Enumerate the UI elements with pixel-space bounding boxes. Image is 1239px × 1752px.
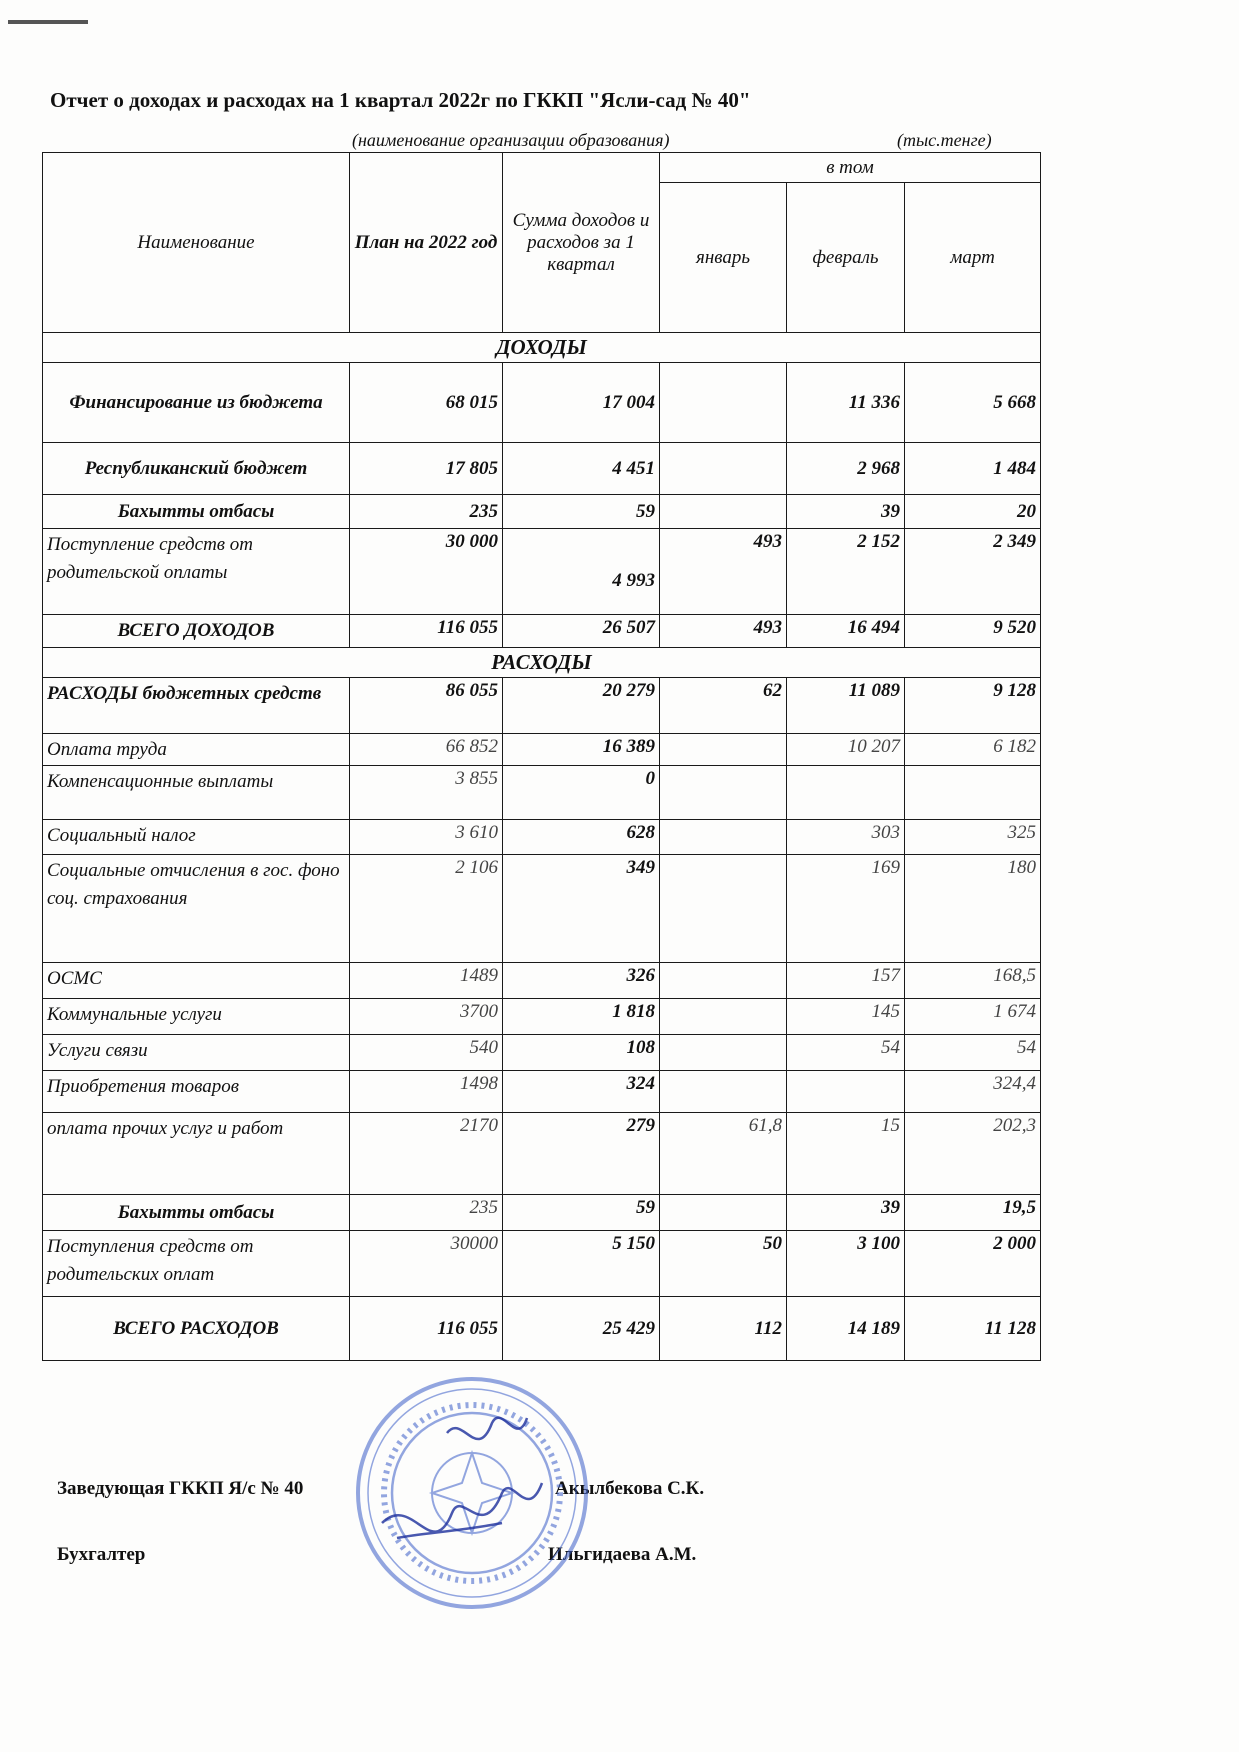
header-plan: План на 2022 год — [350, 153, 503, 333]
expense-row-jan — [660, 1035, 787, 1071]
expense-row-feb: 15 — [787, 1113, 905, 1195]
expense-row-sum: 1 818 — [503, 999, 660, 1035]
expense-row-plan: 66 852 — [350, 733, 503, 766]
income-row-mar: 2 349 — [905, 529, 1041, 615]
org-caption: (наименование организации образования) — [352, 130, 670, 150]
official-stamp-seal — [352, 1373, 592, 1613]
income-total-name: ВСЕГО ДОХОДОВ — [43, 615, 350, 648]
income-row-feb: 2 152 — [787, 529, 905, 615]
header-feb: февраль — [787, 183, 905, 333]
expense-row-name: Социальные отчисления в гос. фоно соц. страхования — [43, 855, 350, 963]
expense-rows — [43, 677, 1041, 1297]
income-row-sum: 17 004 — [503, 363, 660, 443]
income-row-feb: 2 968 — [787, 443, 905, 495]
unit-caption: (тыс.тенге) — [897, 130, 992, 150]
expense-row-mar — [905, 766, 1041, 820]
income-total-plan: 116 055 — [350, 615, 503, 648]
expense-row-name: ОСМС — [43, 963, 350, 999]
expense-row-feb: 169 — [787, 855, 905, 963]
income-row-sum: 4 993 — [503, 529, 660, 615]
expense-row-mar: 202,3 — [905, 1113, 1041, 1195]
income-row-mar: 1 484 — [905, 443, 1041, 495]
expense-row-mar: 1 674 — [905, 999, 1041, 1035]
expense-row-name: Бахытты отбасы — [43, 1195, 350, 1231]
expense-row-feb — [787, 1071, 905, 1113]
expense-row-plan: 2170 — [350, 1113, 503, 1195]
scan-edge-mark — [8, 20, 88, 24]
expense-row-feb: 54 — [787, 1035, 905, 1071]
expense-row-name: Приобретения товаров — [43, 1071, 350, 1113]
expense-row-sum: 16 389 — [503, 733, 660, 766]
expense-row-plan: 235 — [350, 1195, 503, 1231]
income-total-jan: 493 — [660, 615, 787, 648]
income-row-mar: 5 668 — [905, 363, 1041, 443]
expense-row-sum: 108 — [503, 1035, 660, 1071]
expense-row-feb: 10 207 — [787, 733, 905, 766]
expense-total-feb: 14 189 — [787, 1297, 905, 1361]
expense-row-sum: 59 — [503, 1195, 660, 1231]
income-row-name: Поступление средств от родительской оплаты — [43, 529, 350, 615]
income-row — [43, 363, 1041, 443]
income-row-feb: 39 — [787, 495, 905, 529]
expense-total-name: ВСЕГО РАСХОДОВ — [43, 1297, 350, 1361]
expense-total-jan: 112 — [660, 1297, 787, 1361]
expense-section-title: РАСХОДЫ — [43, 647, 1041, 677]
income-section-title: ДОХОДЫ — [43, 333, 1041, 363]
expense-row-feb: 303 — [787, 820, 905, 855]
income-rows — [43, 363, 1041, 615]
expense-row-name: Компенсационные выплаты — [43, 766, 350, 820]
income-row-mar: 20 — [905, 495, 1041, 529]
income-row — [43, 495, 1041, 529]
income-row-sum: 59 — [503, 495, 660, 529]
income-row-name: Финансирование из бюджета — [43, 363, 350, 443]
expense-row-mar: 6 182 — [905, 733, 1041, 766]
expense-row-sum: 628 — [503, 820, 660, 855]
expense-row-name: Коммунальные услуги — [43, 999, 350, 1035]
expense-row-feb: 157 — [787, 963, 905, 999]
expense-row-mar: 325 — [905, 820, 1041, 855]
expense-row-name: Поступления средств от родительских оплат — [43, 1231, 350, 1297]
expense-row-jan — [660, 855, 787, 963]
accountant-title: Бухгалтер — [57, 1544, 146, 1565]
header-row — [43, 153, 1041, 183]
income-total-sum: 26 507 — [503, 615, 660, 648]
header-mar: март — [905, 183, 1041, 333]
header-group: в том — [660, 153, 1041, 183]
expense-row — [43, 1231, 1041, 1297]
expense-row-plan: 86 055 — [350, 677, 503, 733]
expense-row-sum: 324 — [503, 1071, 660, 1113]
income-section-row — [43, 333, 1041, 363]
income-row-plan: 30 000 — [350, 529, 503, 615]
expense-total-mar: 11 128 — [905, 1297, 1041, 1361]
expense-row-plan: 1489 — [350, 963, 503, 999]
income-row-name: Республиканский бюджет — [43, 443, 350, 495]
accountant-name: Ильгидаева А.М. — [548, 1544, 697, 1565]
header-sum: Сумма доходов и расходов за 1 квартал — [503, 153, 660, 333]
expense-row-mar: 2 000 — [905, 1231, 1041, 1297]
expense-row — [43, 820, 1041, 855]
expense-row-sum: 0 — [503, 766, 660, 820]
expense-row-plan: 3 610 — [350, 820, 503, 855]
expense-row-sum: 5 150 — [503, 1231, 660, 1297]
expense-row-feb: 39 — [787, 1195, 905, 1231]
income-row-plan: 68 015 — [350, 363, 503, 443]
expense-row-mar: 19,5 — [905, 1195, 1041, 1231]
income-row-plan: 17 805 — [350, 443, 503, 495]
expense-row-plan: 3 855 — [350, 766, 503, 820]
expense-row-jan — [660, 766, 787, 820]
expense-total-plan: 116 055 — [350, 1297, 503, 1361]
expense-row-feb: 3 100 — [787, 1231, 905, 1297]
expense-row-name: РАСХОДЫ бюджетных средств — [43, 677, 350, 733]
income-row-name: Бахытты отбасы — [43, 495, 350, 529]
income-row-feb: 11 336 — [787, 363, 905, 443]
income-row-jan: 493 — [660, 529, 787, 615]
expense-row-jan — [660, 999, 787, 1035]
expense-row-plan: 3700 — [350, 999, 503, 1035]
expense-row-jan — [660, 963, 787, 999]
expense-row — [43, 963, 1041, 999]
expense-row — [43, 999, 1041, 1035]
header-name: Наименование — [43, 153, 350, 333]
expense-row-jan — [660, 1195, 787, 1231]
expense-row-sum: 326 — [503, 963, 660, 999]
expense-row-jan: 61,8 — [660, 1113, 787, 1195]
expense-row-plan: 30000 — [350, 1231, 503, 1297]
expense-row-sum: 349 — [503, 855, 660, 963]
expense-row — [43, 766, 1041, 820]
report-title: Отчет о доходах и расходах на 1 квартал 2022г по ГККП "Ясли-сад № 40" — [50, 88, 751, 112]
income-row-jan — [660, 363, 787, 443]
income-total-mar: 9 520 — [905, 615, 1041, 648]
expense-row-feb: 145 — [787, 999, 905, 1035]
expense-row — [43, 733, 1041, 766]
expense-total-row — [43, 1297, 1041, 1361]
expense-row-plan: 540 — [350, 1035, 503, 1071]
expense-row-mar: 324,4 — [905, 1071, 1041, 1113]
expense-row — [43, 1113, 1041, 1195]
expense-row-mar: 54 — [905, 1035, 1041, 1071]
expense-row — [43, 1035, 1041, 1071]
header-jan: январь — [660, 183, 787, 333]
expense-total-sum: 25 429 — [503, 1297, 660, 1361]
expense-row-sum: 20 279 — [503, 677, 660, 733]
income-row-jan — [660, 495, 787, 529]
expense-row-jan: 62 — [660, 677, 787, 733]
expense-row-plan: 2 106 — [350, 855, 503, 963]
expense-row-sum: 279 — [503, 1113, 660, 1195]
expense-row-mar: 9 128 — [905, 677, 1041, 733]
income-row — [43, 443, 1041, 495]
income-row — [43, 529, 1041, 615]
director-name: Акылбекова С.К. — [555, 1478, 705, 1499]
income-total-row — [43, 615, 1041, 648]
expense-row-mar: 168,5 — [905, 963, 1041, 999]
income-row-jan — [660, 443, 787, 495]
expense-row-name: оплата прочих услуг и работ — [43, 1113, 350, 1195]
expense-row-jan: 50 — [660, 1231, 787, 1297]
income-total-feb: 16 494 — [787, 615, 905, 648]
expense-row — [43, 677, 1041, 733]
income-row-plan: 235 — [350, 495, 503, 529]
expense-row-feb — [787, 766, 905, 820]
director-title: Заведующая ГККП Я/с № 40 — [57, 1478, 304, 1499]
expense-row-plan: 1498 — [350, 1071, 503, 1113]
expense-row — [43, 1071, 1041, 1113]
expense-row-mar: 180 — [905, 855, 1041, 963]
expense-row-jan — [660, 1071, 787, 1113]
report-table — [42, 152, 1041, 1361]
expense-row-name: Услуги связи — [43, 1035, 350, 1071]
expense-section-row — [43, 647, 1041, 677]
expense-row-jan — [660, 733, 787, 766]
expense-row — [43, 1195, 1041, 1231]
expense-row-feb: 11 089 — [787, 677, 905, 733]
expense-row-name: Оплата труда — [43, 733, 350, 766]
expense-row-jan — [660, 820, 787, 855]
income-row-sum: 4 451 — [503, 443, 660, 495]
expense-row-name: Социальный налог — [43, 820, 350, 855]
expense-row — [43, 855, 1041, 963]
